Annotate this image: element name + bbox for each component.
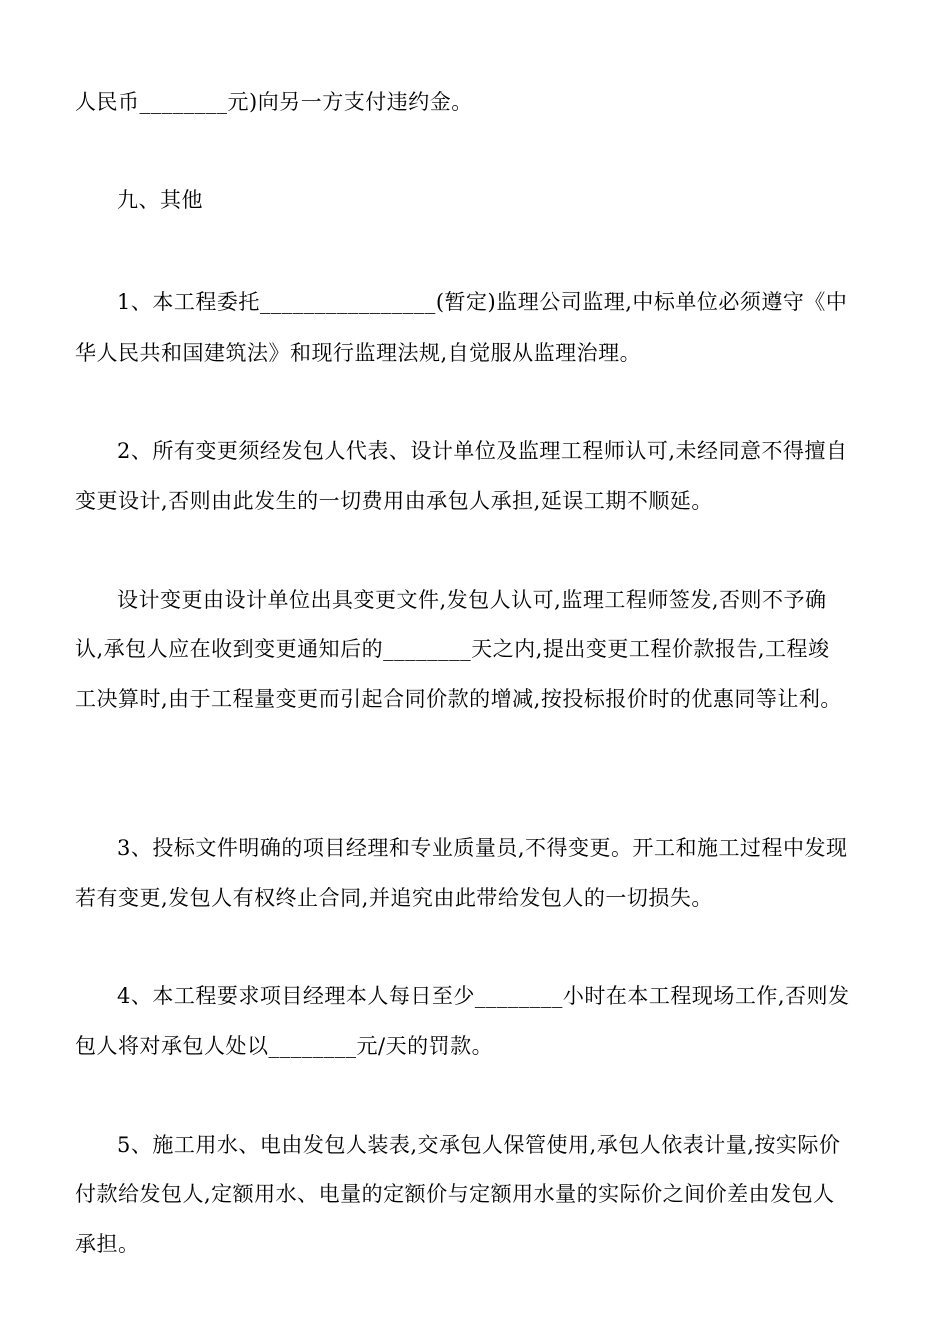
text-line: 人民币________元)向另一方支付违约金。: [75, 90, 473, 114]
text-line: 设计变更由设计单位出具变更文件,发包人认可,监理工程师签发,否则不予确: [117, 588, 827, 612]
text-line: 工决算时,由于工程量变更而引起合同价款的增减,按投标报价时的优惠同等让利。: [75, 687, 842, 711]
text-line: 4、本工程要求项目经理本人每日至少________小时在本工程现场工作,否则发: [117, 984, 850, 1008]
text-line: 1、本工程委托________________(暂定)监理公司监理,中标单位必须遵守《中: [117, 290, 848, 314]
text-line: 5、施工用水、电由发包人装表,交承包人保管使用,承包人依表计量,按实际价: [117, 1133, 841, 1157]
text-line: 承担。: [75, 1232, 140, 1256]
text-line: 华人民共和国建筑法》和现行监理法规,自觉服从监理治理。: [75, 341, 642, 365]
text-line: 认,承包人应在收到变更通知后的________天之内,提出变更工程价款报告,工程竣: [75, 637, 830, 661]
text-line: 付款给发包人,定额用水、电量的定额价与定额用水量的实际价之间价差由发包人: [75, 1182, 835, 1206]
text-line: 若有变更,发包人有权终止合同,并追究由此带给发包人的一切损失。: [75, 886, 713, 910]
section-heading: 九、其他: [117, 188, 203, 212]
text-line: 2、所有变更须经发包人代表、设计单位及监理工程师认可,未经同意不得擅自: [117, 439, 848, 463]
text-line: 3、投标文件明确的项目经理和专业质量员,不得变更。开工和施工过程中发现: [117, 836, 848, 860]
text-line: 变更设计,否则由此发生的一切费用由承包人承担,延误工期不顺延。: [75, 489, 713, 513]
text-line: 包人将对承包人处以________元/天的罚款。: [75, 1034, 494, 1058]
